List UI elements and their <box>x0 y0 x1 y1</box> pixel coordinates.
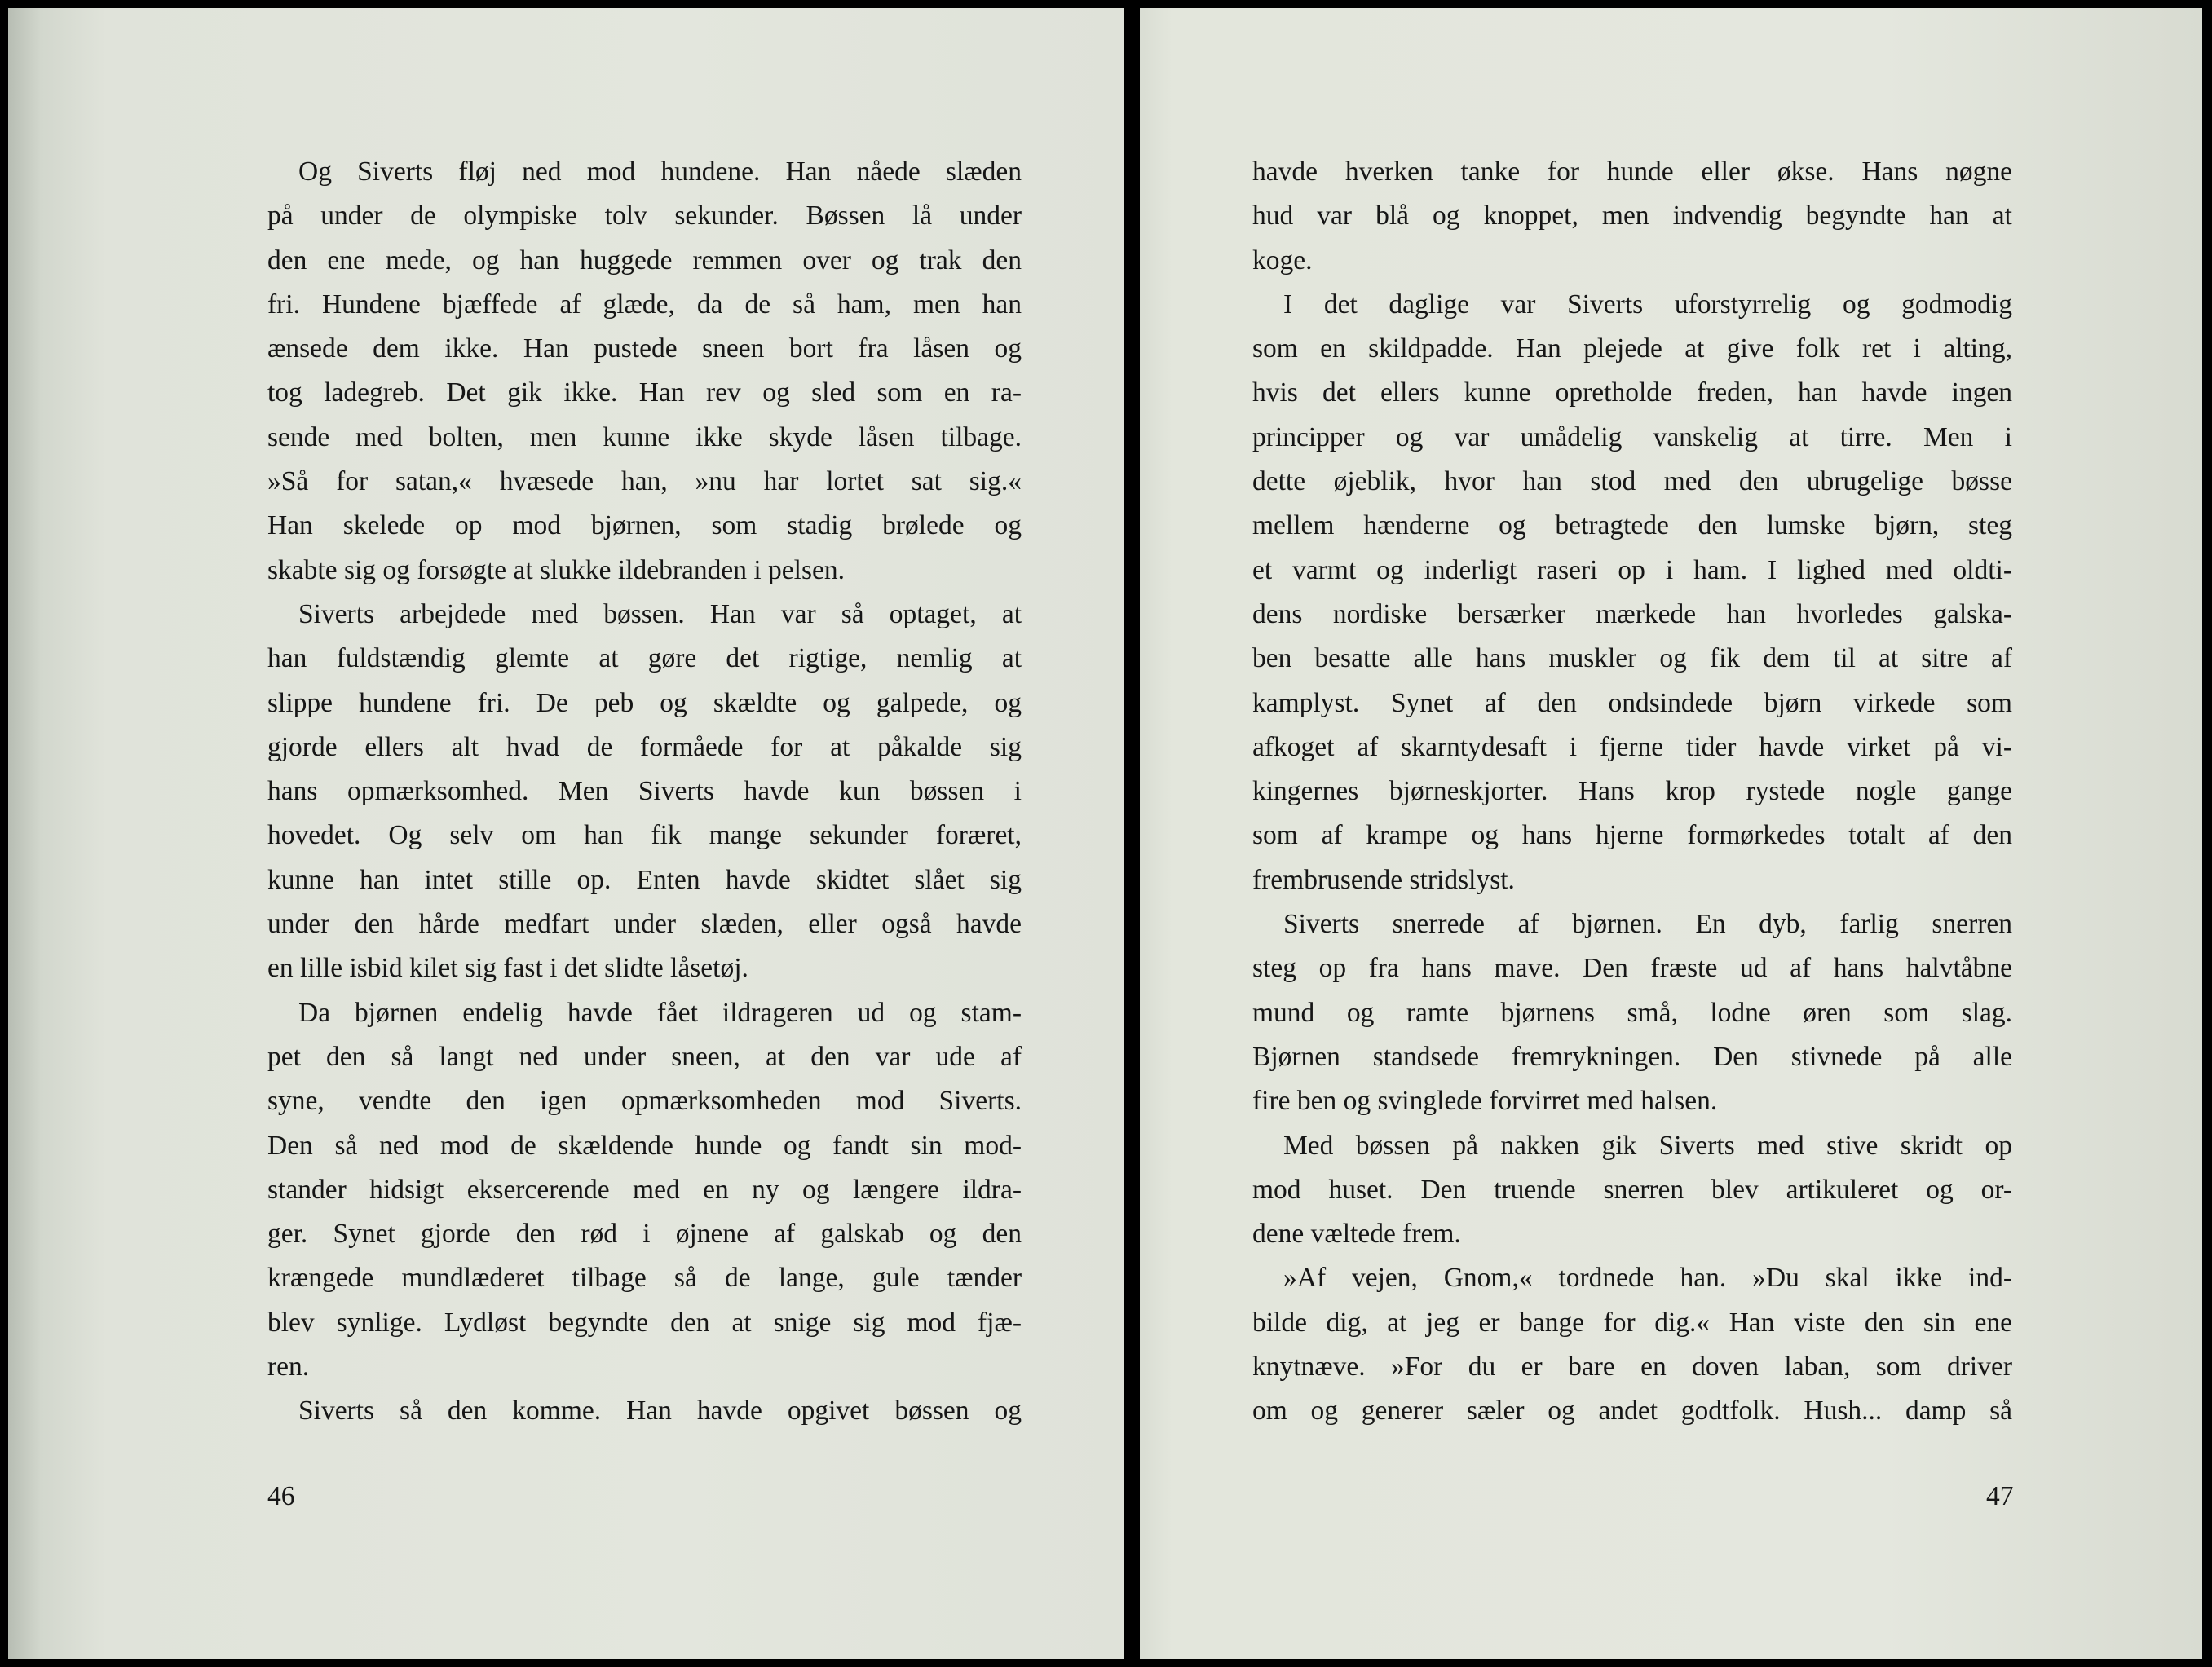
text-line: kingernes bjørneskjorter. Hans krop rystede nogle gange <box>1252 776 2012 807</box>
text-line: fire ben og svinglede forvirret med halsen. <box>1252 1086 1718 1117</box>
text-line: et varmt og inderligt raseri op i ham. I lighed med oldti- <box>1252 554 2012 585</box>
text-line: Med bøssen på nakken gik Siverts med stive skridt op <box>1283 1130 2012 1161</box>
text-line: kamplyst. Synet af den ondsindede bjørn virkede som <box>1252 687 2012 718</box>
text-line: han fuldstændig glemte at gøre det rigtige, nemlig at <box>267 643 1022 674</box>
text-line: Siverts så den komme. Han havde opgivet bøssen og <box>298 1396 1022 1427</box>
text-line: som af krampe og hans hjerne formørkedes totalt af den <box>1252 820 2012 851</box>
text-line: under den hårde medfart under slæden, eller også havde <box>267 909 1022 940</box>
text-line: hud var blå og knoppet, men indvendig begyndte han at <box>1252 201 2012 232</box>
right-page-text <box>1252 150 2012 1434</box>
text-line: den ene mede, og han huggede remmen over og trak den <box>267 245 1022 276</box>
text-line: koge. <box>1252 245 1313 276</box>
text-line: gjorde ellers alt hvad de formåede for at påkalde sig <box>267 731 1022 762</box>
text-line: I det daglige var Siverts uforstyrrelig og godmodig <box>1283 289 2012 320</box>
text-line: Siverts snerrede af bjørnen. En dyb, farlig snerren <box>1283 909 2012 940</box>
text-line: Den så ned mod de skældende hunde og fandt sin mod- <box>267 1130 1022 1161</box>
left-page <box>8 8 1124 1659</box>
text-line: slippe hundene fri. De peb og skældte og galpede, og <box>267 687 1022 718</box>
paragraph <box>267 593 1022 991</box>
text-line: ren. <box>267 1352 310 1383</box>
text-line: bilde dig, at jeg er bange for dig.« Han viste den sin ene <box>1252 1307 2012 1338</box>
text-line: »Så for satan,« hvæsede han, »nu har lortet sat sig.« <box>267 466 1022 497</box>
text-line: dene væltede frem. <box>1252 1219 1461 1250</box>
text-line: ger. Synet gjorde den rød i øjnene af galskab og den <box>267 1219 1022 1250</box>
text-line: på under de olympiske tolv sekunder. Bøssen lå under <box>267 201 1022 232</box>
text-line: knytnæve. »For du er bare en doven laban, som driver <box>1252 1352 2012 1383</box>
text-line: ænsede dem ikke. Han pustede sneen bort fra låsen og <box>267 333 1022 364</box>
text-line: sende med bolten, men kunne ikke skyde låsen tilbage. <box>267 421 1022 452</box>
text-line: afkoget af skarntydesaft i fjerne tider havde virket på vi- <box>1252 731 2012 762</box>
text-line: mod huset. Den truende snerren blev artikuleret og or- <box>1252 1174 2012 1205</box>
text-line: steg op fra hans mave. Den fræste ud af hans halvtåbne <box>1252 953 2012 984</box>
left-page-text <box>267 150 1022 1434</box>
text-line: en lille isbid kilet sig fast i det slidte låsetøj. <box>267 953 748 984</box>
text-line: dens nordiske bersærker mærkede han hvorledes galska- <box>1252 598 2012 629</box>
right-page <box>1140 8 2202 1659</box>
text-line: principper og var umådelig vanskelig at tirre. Men i <box>1252 421 2012 452</box>
text-line: frembrusende stridslyst. <box>1252 864 1515 895</box>
paragraph <box>1252 150 2012 283</box>
text-line: syne, vendte den igen opmærksomheden mod Siverts. <box>267 1086 1022 1117</box>
text-line: hans opmærksomhed. Men Siverts havde kun bøssen i <box>267 776 1022 807</box>
text-line: havde hverken tanke for hunde eller økse. Hans nøgne <box>1252 157 2012 187</box>
text-line: pet den så langt ned under sneen, at den var ude af <box>267 1041 1022 1072</box>
text-line: dette øjeblik, hvor han stod med den ubrugelige bøsse <box>1252 466 2012 497</box>
text-line: stander hidsigt eksercerende med en ny og længere ildra- <box>267 1174 1022 1205</box>
text-line: Da bjørnen endelig havde fået ildrageren ud og stam- <box>298 997 1022 1028</box>
text-line: skabte sig og forsøgte at slukke ildebranden i pelsen. <box>267 554 845 585</box>
text-line: mellem hænderne og betragtede den lumske bjørn, steg <box>1252 510 2012 541</box>
text-line: ben besatte alle hans muskler og fik dem til at sitre af <box>1252 643 2012 674</box>
text-line: kunne han intet stille op. Enten havde skidtet slået sig <box>267 864 1022 895</box>
text-line: Siverts arbejdede med bøssen. Han var så optaget, at <box>298 598 1022 629</box>
page-number: 47 <box>1986 1481 2014 1511</box>
paragraph <box>1252 1124 2012 1257</box>
paragraph <box>1252 1256 2012 1433</box>
paragraph <box>267 150 1022 593</box>
text-line: hvis det ellers kunne opretholde freden, han havde ingen <box>1252 377 2012 408</box>
text-line: fri. Hundene bjæffede af glæde, da de så ham, men han <box>267 289 1022 320</box>
text-line: krængede mundlæderet tilbage så de lange, gule tænder <box>267 1263 1022 1294</box>
paragraph <box>1252 902 2012 1123</box>
text-line: mund og ramte bjørnens små, lodne øren som slag. <box>1252 997 2012 1028</box>
paragraph <box>1252 283 2012 902</box>
paragraph <box>267 1389 1022 1433</box>
text-line: hovedet. Og selv om han fik mange sekunder foræret, <box>267 820 1022 851</box>
text-line: blev synlige. Lydløst begyndte den at snige sig mod fjæ- <box>267 1307 1022 1338</box>
page-number: 46 <box>267 1481 295 1511</box>
text-line: »Af vejen, Gnom,« tordnede han. »Du skal ikke ind- <box>1283 1263 2012 1294</box>
text-line: om og generer sæler og andet godtfolk. Hush... damp så <box>1252 1396 2012 1427</box>
text-line: Bjørnen standsede fremrykningen. Den stivnede på alle <box>1252 1041 2012 1072</box>
text-line: Og Siverts fløj ned mod hundene. Han nåede slæden <box>298 157 1022 187</box>
text-line: tog ladegreb. Det gik ikke. Han rev og sled som en ra- <box>267 377 1022 408</box>
paragraph <box>267 991 1022 1390</box>
text-line: Han skelede op mod bjørnen, som stadig brølede og <box>267 510 1022 541</box>
text-line: som en skildpadde. Han plejede at give folk ret i alting, <box>1252 333 2012 364</box>
